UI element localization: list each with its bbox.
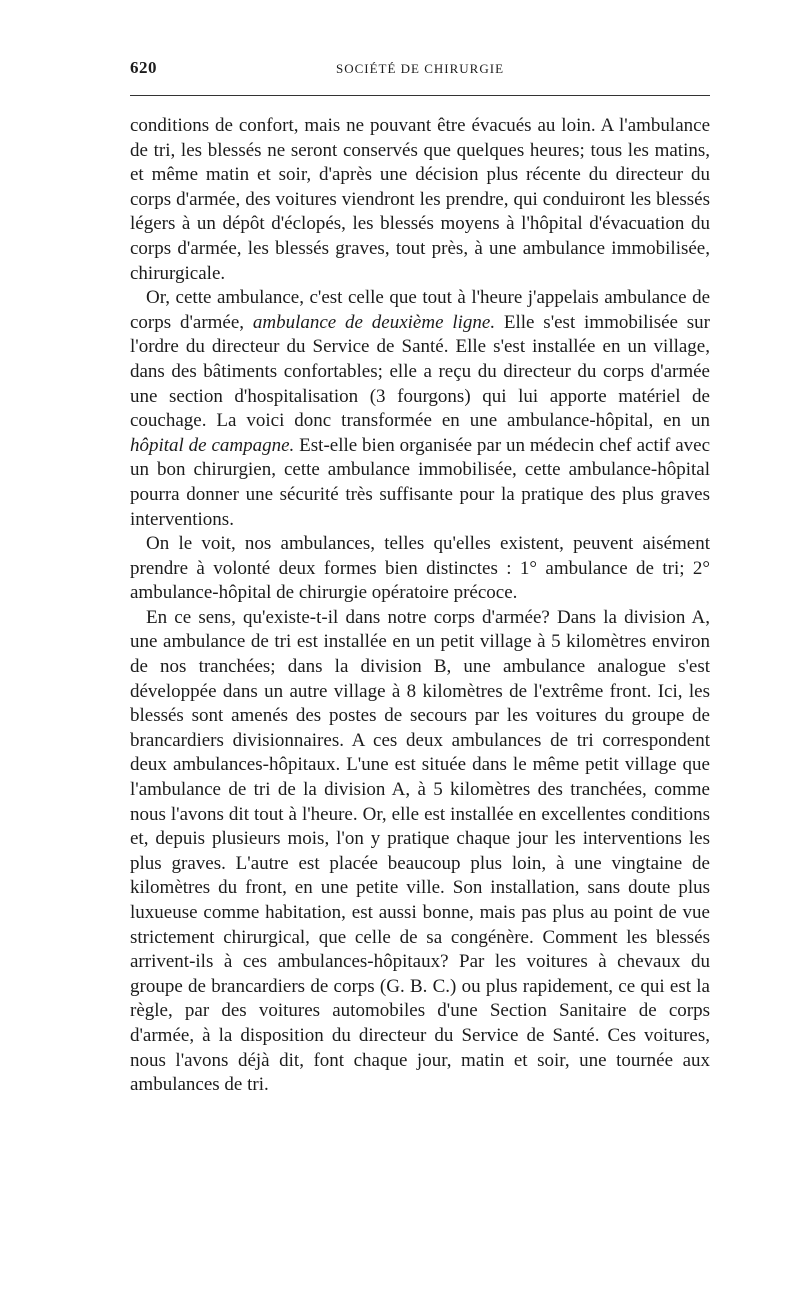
paragraph-4 — [130, 606, 710, 1098]
paragraph-3-text: On le voit, nos ambulances, telles qu'elles existent, peuvent aisément prendre à volonté deux formes bien distinctes : 1° ambulance de tri; 2° ambulance-hôpital de chirurgie opératoire précoce. — [130, 533, 710, 604]
italic-phrase-ambulance-deuxieme-ligne: ambulance de deuxième ligne. — [252, 311, 496, 333]
body-text — [130, 114, 710, 1098]
paragraph-4-text: En ce sens, qu'existe-t-il dans notre corps d'armée? Dans la division A, une ambulance de tri est installée en un petit village à 5 kilomètres environ de nos tranchées; dans la division B, une ambulance analogue s'est développée dans un autre village à 8 kilomètres de l'extrême front. Ici, les blessés sont amenés des postes de secours par les voitures du groupe de brancardiers divisionnaires. A ces deux ambulances de tri correspondent deux ambulances-hôpitaux. L'une est située dans le même petit village que l'ambulance de tri de la division A, à 5 kilomètres des tranchées, comme nous l'avons dit tout à l'heure. Or, elle est installée en excellentes conditions et, depuis plusieurs mois, l'on y pratique chaque jour les interventions les plus graves. L'autre est placée beaucoup plus loin, à une vingtaine de kilomètres du front, en une petite ville. Son installation, sans doute plus luxueuse comme habitation, est aussi bonne, mais pas plus au point de vue strictement chirurgical, que celle de sa congénère. Comment les blessés arrivent-ils à ces ambulances-hôpitaux? Par les voitures à chevaux du groupe de brancardiers de corps (G. B. C.) ou plus rapidement, ce qui est la règle, par des voitures automobiles d'une Section Sanitaire de corps d'armée, à la disposition du directeur du Service de Santé. Ces voitures, nous l'avons déjà dit, font chaque jour, matin et soir, une tournée aux ambulances de tri. — [130, 606, 710, 1096]
paragraph-2-text-b: Elle s'est immobilisée sur l'ordre du directeur du Service de Santé. Elle s'est installée en un village, dans des bâtiments confortables; elle a reçu du directeur du corps d'armée une section d'hospitalisation (3 fourgons) qui lui apporte matériel de couchage. La voici donc transformée en une ambulance-hôpital, en un — [130, 311, 710, 432]
page-number: 620 — [130, 58, 157, 77]
paragraph-2-text-a: Or, cette ambulance, c'est celle que tout à l'heure j'appelais ambulance de corps d'armée, — [130, 287, 710, 333]
running-head: SOCIÉTÉ DE CHIRURGIE — [335, 61, 505, 76]
header-rule — [130, 95, 710, 96]
italic-phrase-hopital-de-campagne: hôpital de campagne. — [130, 434, 295, 456]
paragraph-1 — [130, 114, 710, 286]
page-header — [130, 58, 710, 86]
paragraph-2-text-c: Est-elle bien organisée par un médecin chef actif avec un bon chirurgien, cette ambulance immobilisée, cette ambulance-hôpital pourra donner une sécurité très suffisante pour la pratique des plus graves interventions. — [130, 434, 711, 530]
paragraph-2 — [130, 286, 710, 532]
paragraph-3 — [130, 532, 710, 606]
paragraph-1-text: conditions de confort, mais ne pouvant être évacués au loin. A l'ambulance de tri, les blessés ne seront conservés que quelques heures; tous les matins, et même matin et soir, d'après une décision plus récente du directeur du corps d'armée, des voitures viendront les prendre, qui conduiront les blessés légers à un dépôt d'éclopés, les blessés moyens à l'hôpital d'évacuation du corps d'armée, les blessés graves, tout près, à une ambulance immobilisée, chirurgicale. — [130, 115, 710, 284]
